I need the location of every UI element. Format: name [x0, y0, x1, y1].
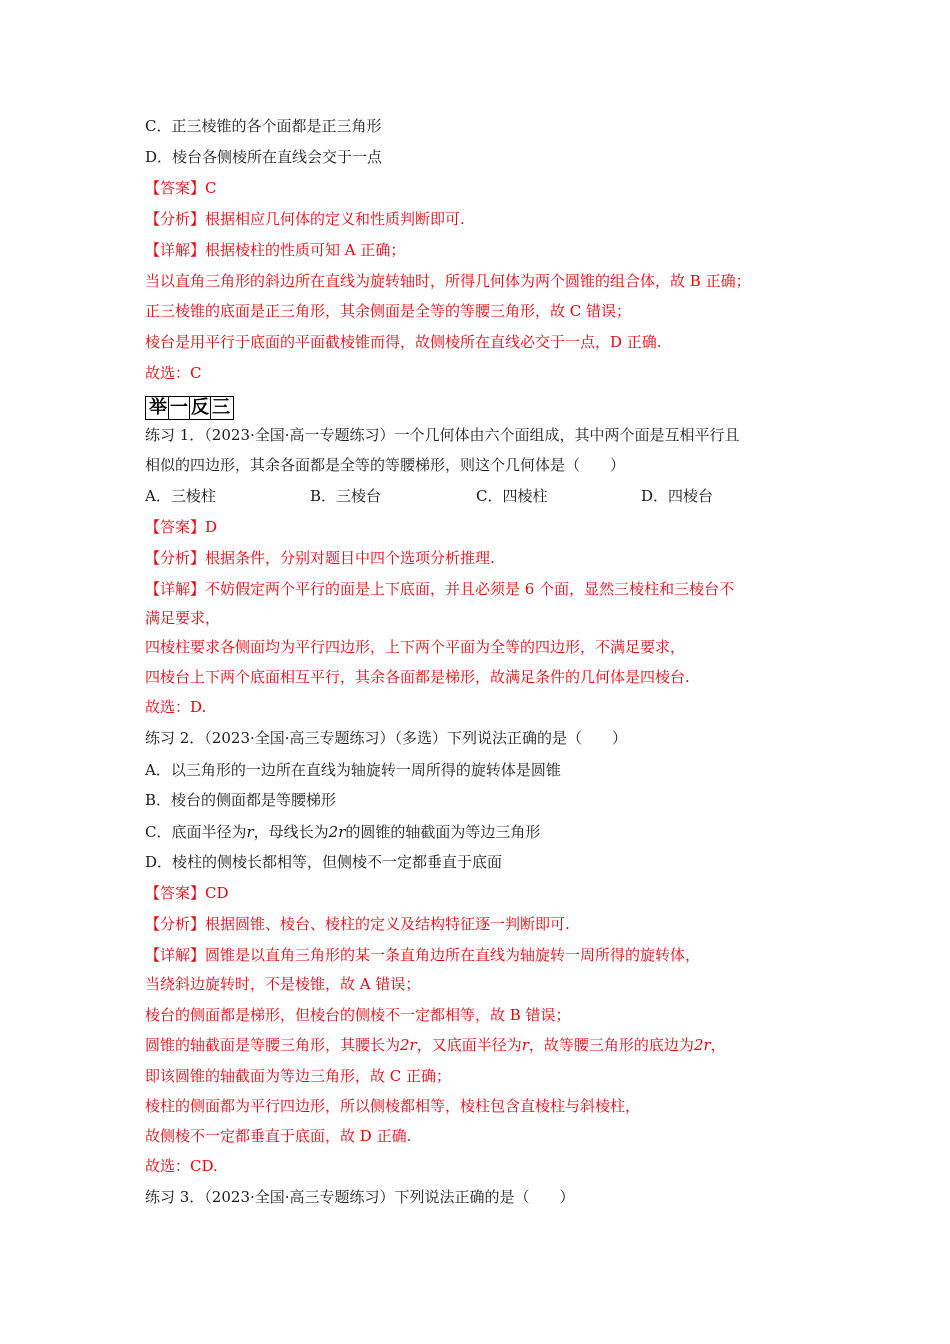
badge-char: 三 — [212, 397, 230, 418]
option-d-line: D．棱台各侧棱所在直线会交于一点 — [145, 148, 383, 166]
section-badge — [145, 396, 234, 420]
detail-line: 满足要求， — [145, 609, 221, 627]
option-a: A．三棱柱 — [145, 487, 216, 505]
analysis-line: 【分析】根据相应几何体的定义和性质判断即可. — [145, 210, 465, 228]
math-var: 2r — [328, 823, 346, 841]
detail-line: 【详解】根据棱柱的性质可知 A 正确； — [145, 241, 406, 259]
math-var: 2r — [400, 1036, 417, 1054]
text-part: ， — [710, 1036, 726, 1054]
math-var: r — [246, 823, 254, 841]
text-part: ，故等腰三角形的底边为 — [528, 1036, 694, 1054]
analysis-line: 【分析】根据圆锥、棱台、棱柱的定义及结构特征逐一判断即可. — [145, 915, 570, 933]
detail-line: 正三棱锥的底面是正三角形，其余侧面是全等的等腰三角形，故 C 错误； — [145, 302, 632, 320]
answer-line: 【答案】CD — [145, 884, 229, 902]
choice-line: 故选：C — [145, 364, 202, 382]
option-c — [145, 822, 540, 842]
choice-line: 故选：CD. — [145, 1157, 218, 1175]
detail-line: 四棱台上下两个底面相互平行，其余各面都是梯形，故满足条件的几何体是四棱台. — [145, 668, 690, 686]
badge-char: 举 — [149, 397, 167, 418]
exercise-2-stem: 练习 2．（2023·全国·高三专题练习）（多选）下列说法正确的是（ ） — [145, 729, 628, 747]
detail-line: 棱台的侧面都是梯形，但棱台的侧棱不一定都相等，故 B 错误； — [145, 1006, 571, 1024]
detail-line: 即该圆锥的轴截面为等边三角形，故 C 正确； — [145, 1067, 452, 1085]
answer-line: 【答案】D — [145, 518, 218, 536]
detail-line: 当以直角三角形的斜边所在直线为旋转轴时，所得几何体为两个圆锥的组合体，故 B 正确； — [145, 272, 751, 290]
text-part: 圆锥的轴截面是等腰三角形，其腰长为 — [145, 1036, 401, 1054]
option-d: D．棱柱的侧棱长都相等，但侧棱不一定都垂直于底面 — [145, 853, 503, 871]
detail-line: 四棱柱要求各侧面均为平行四边形，上下两个平面为全等的四边形，不满足要求， — [145, 638, 686, 656]
exercise-3-stem: 练习 3．（2023·全国·高三专题练习）下列说法正确的是（ ） — [145, 1188, 575, 1206]
option-d: D．四棱台 — [641, 487, 714, 505]
detail-line: 【详解】不妨假定两个平行的面是上下底面，并且必须是 6 个面，显然三棱柱和三棱台不 — [145, 580, 735, 598]
option-b: B．棱台的侧面都是等腰梯形 — [145, 791, 337, 809]
exercise-1-stem: 练习 1．（2023·全国·高一专题练习）一个几何体由六个面组成，其中两个面是互相平行且 — [145, 426, 740, 444]
badge-char: 一 — [170, 397, 188, 418]
detail-line: 当绕斜边旋转时，不是棱锥，故 A 错误； — [145, 975, 421, 993]
option-b: B．三棱台 — [310, 487, 382, 505]
exercise-1-stem: 相似的四边形，其余各面都是全等的等腰梯形，则这个几何体是（ ） — [145, 456, 626, 474]
detail-line: 故侧棱不一定都垂直于底面，故 D 正确. — [145, 1127, 412, 1145]
option-a: A．以三角形的一边所在直线为轴旋转一周所得的旋转体是圆锥 — [145, 761, 561, 779]
detail-line: 棱柱的侧面都为平行四边形，所以侧棱都相等，棱柱包含直棱柱与斜棱柱， — [145, 1097, 641, 1115]
text-part: C．底面半径为 — [145, 823, 247, 841]
option-c-line: C．正三棱锥的各个面都是正三角形 — [145, 117, 382, 135]
text-part: ，母线长为 — [253, 823, 329, 841]
math-var: 2r — [693, 1036, 711, 1054]
detail-line: 【详解】圆锥是以直角三角形的某一条直角边所在直线为轴旋转一周所得的旋转体， — [145, 946, 701, 964]
answer-line: 【答案】C — [145, 179, 217, 197]
text-part: 的圆锥的轴截面为等边三角形 — [345, 823, 541, 841]
option-c: C．四棱柱 — [476, 487, 548, 505]
text-part: ，又底面半径为 — [416, 1036, 522, 1054]
choice-line: 故选：D. — [145, 698, 207, 716]
detail-line — [145, 1035, 726, 1055]
detail-line: 棱台是用平行于底面的平面截棱锥而得，故侧棱所在直线必交于一点，D 正确. — [145, 333, 662, 351]
analysis-line: 【分析】根据条件，分别对题目中四个选项分析推理. — [145, 549, 495, 567]
math-var: r — [521, 1036, 529, 1054]
badge-char: 反 — [191, 397, 209, 418]
